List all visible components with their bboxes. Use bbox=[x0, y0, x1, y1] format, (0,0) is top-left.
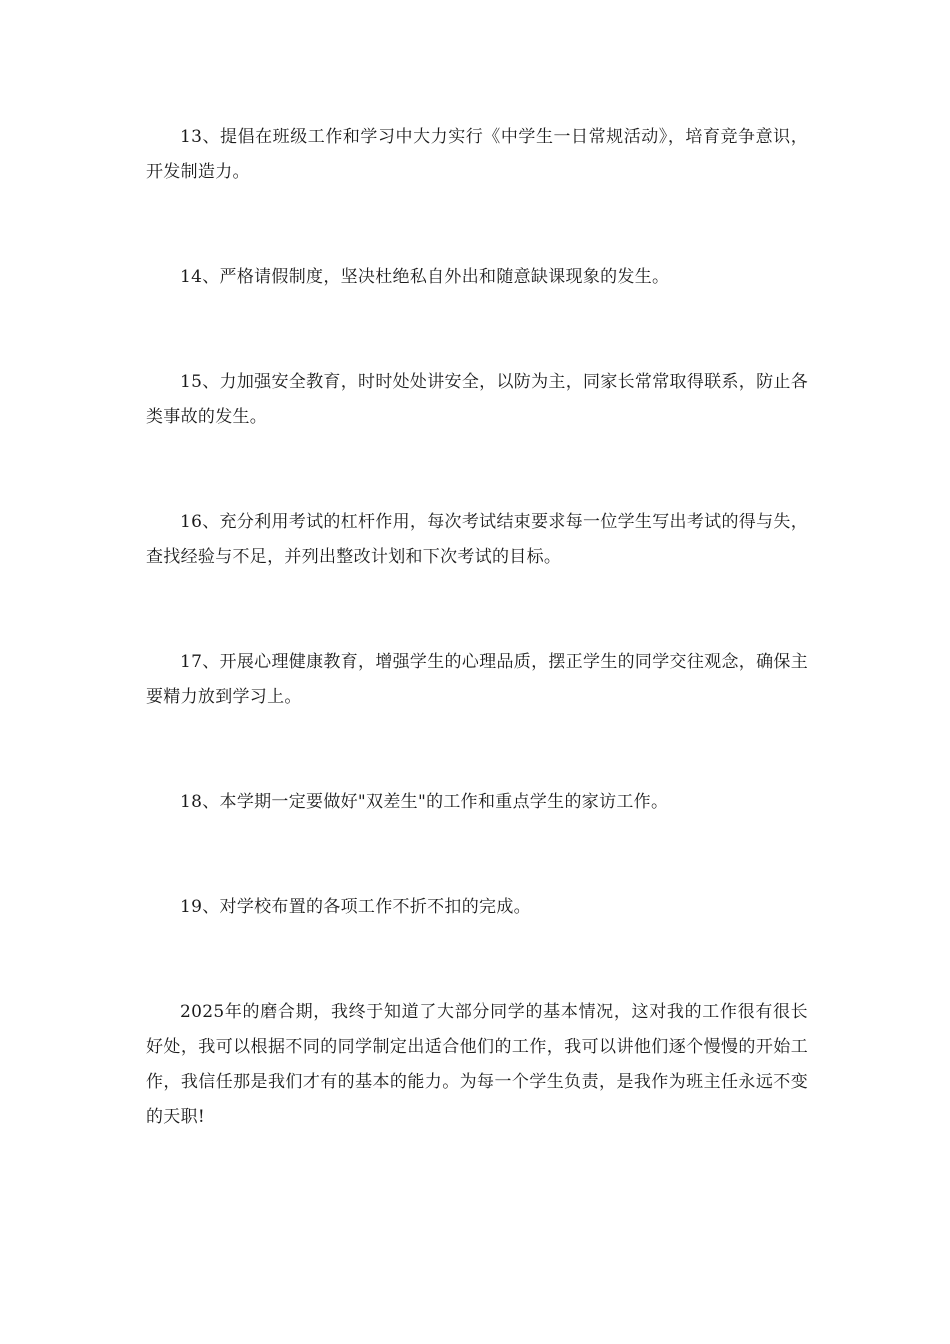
paragraph-item-13: 13、提倡在班级工作和学习中大力实行《中学生一日常规活动》，培育竞争意识，开发制造力。 bbox=[146, 127, 808, 182]
summary-paragraph: 2025年的磨合期，我终于知道了大部分同学的基本情况，这对我的工作很有很长好处，我可以根据不同的同学制定出适合他们的工作，我可以讲他们逐个慢慢的开始工作，我信任那是我们才有的基本的能力。为每一个学生负责，是我作为班主任永远不变的天职! bbox=[146, 1002, 808, 1127]
paragraph-item-15: 15、力加强安全教育，时时处处讲安全，以防为主，同家长常常取得联系，防止各类事故的发生。 bbox=[146, 372, 808, 427]
paragraph-item-17: 17、开展心理健康教育，增强学生的心理品质，摆正学生的同学交往观念，确保主要精力放到学习上。 bbox=[146, 652, 808, 707]
paragraph-item-19: 19、对学校布置的各项工作不折不扣的完成。 bbox=[180, 897, 531, 917]
paragraph-item-18: 18、本学期一定要做好"双差生"的工作和重点学生的家访工作。 bbox=[180, 792, 669, 812]
paragraph-item-14: 14、严格请假制度，坚决杜绝私自外出和随意缺课现象的发生。 bbox=[180, 267, 670, 287]
paragraph-item-16: 16、充分利用考试的杠杆作用，每次考试结束要求每一位学生写出考试的得与失，查找经验与不足，并列出整改计划和下次考试的目标。 bbox=[146, 512, 808, 567]
